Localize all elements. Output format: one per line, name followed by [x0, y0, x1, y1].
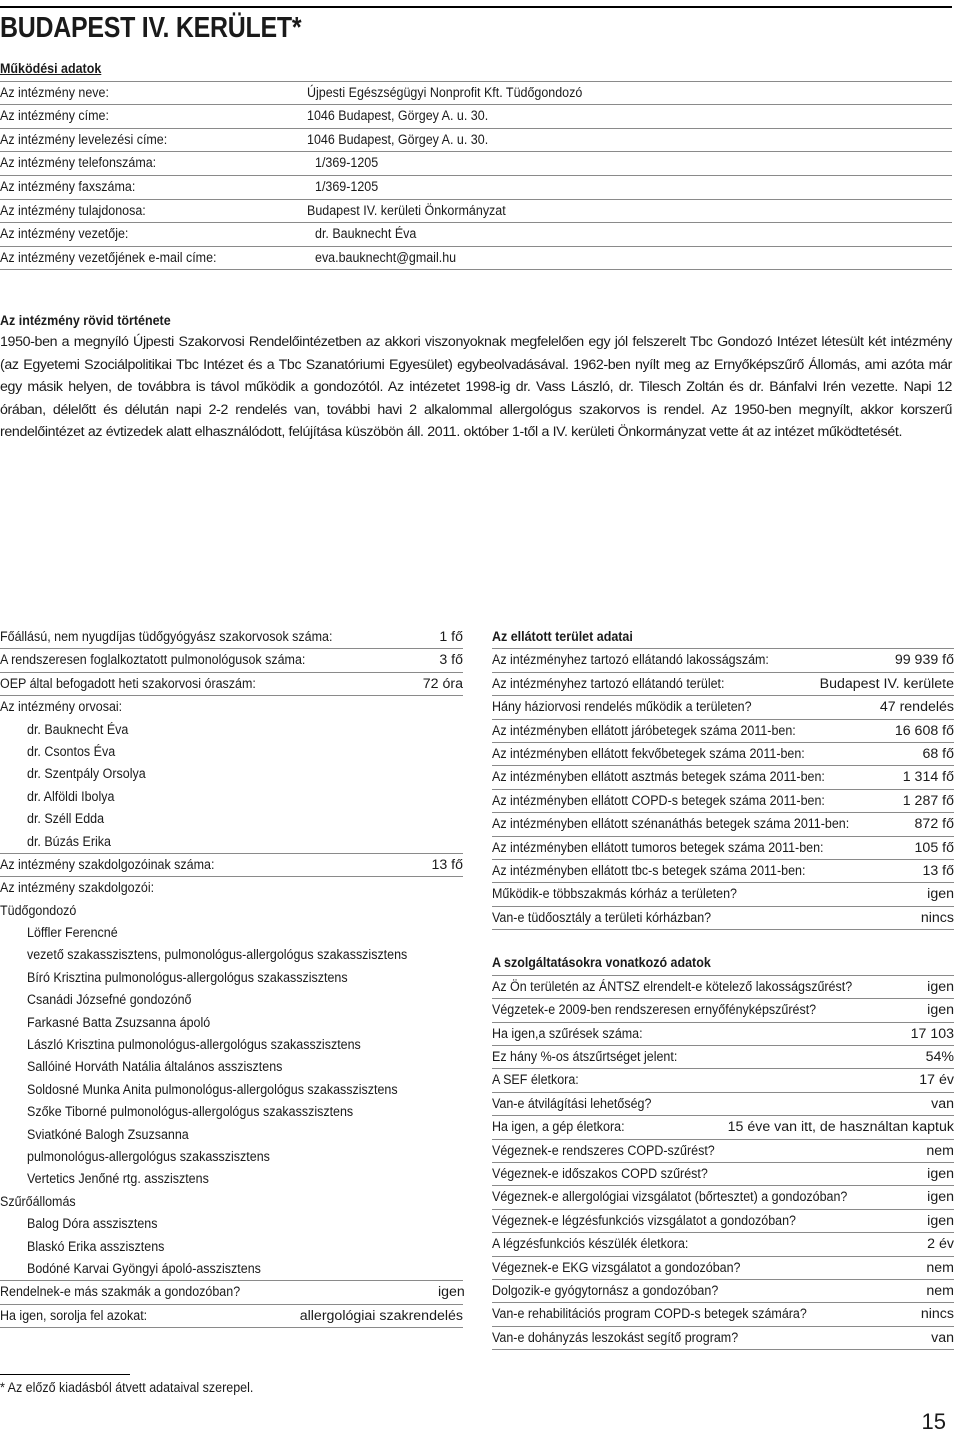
operational-data-section [0, 58, 952, 270]
services-row: Van-e rehabilitációs program COPD-s betegek számára? nincs [492, 1303, 954, 1326]
staff-item: Löffler Ferencné [27, 925, 118, 942]
doctor-item: dr. Búzás Erika [0, 831, 463, 854]
op-row-head-email: Az intézmény vezetőjének e-mail címe: eva.bauknecht@gmail.hu [0, 247, 952, 271]
services-row: Dolgozik-e gyógytornász a gondozóban? nem [492, 1280, 954, 1303]
staff-item: Farkasné Batta Zsuzsanna ápoló [27, 1014, 211, 1031]
op-row-fax: Az intézmény faxszáma: 1/369-1205 [0, 176, 952, 200]
page-title: BUDAPEST IV. KERÜLET* [0, 6, 952, 45]
area-and-services-section [492, 626, 954, 1350]
assistants-label: Az intézmény szakdolgozói: [0, 880, 155, 897]
area-row: Az intézményben ellátott tbc-s betegek száma 2011-ben: 13 fő [492, 860, 954, 883]
unit-label-tudogondozo: Tüdőgondozó [0, 902, 77, 919]
services-row: Végeznek-e időszakos COPD szűrést? igen [492, 1163, 954, 1186]
staff-item: László Krisztina pulmonológus-allergológus szakasszisztens [27, 1037, 361, 1054]
services-row: Végzetek-e 2009-ben rendszeresen ernyőfényképszűrést? igen [492, 999, 954, 1022]
area-row: Hány háziorvosi rendelés működik a területen? 47 rendelés [492, 696, 954, 719]
services-row: Ez hány %-os átszűrtséget jelent: 54% [492, 1046, 954, 1069]
area-row: Az intézményben ellátott szénanáthás betegek száma 2011-ben: 872 fő [492, 813, 954, 836]
staff-item: Csanádi Józsefné gondozónő [27, 992, 192, 1009]
staff-item: Sallóiné Horváth Natália általános asszisztens [27, 1059, 283, 1076]
staff-item: Bíró Krisztina pulmonológus-allergológus szakasszisztens [27, 969, 348, 986]
staff-item: vezető szakasszisztens, pulmonológus-allergológus szakasszisztens [27, 947, 408, 964]
services-row: Végeznek-e rendszeres COPD-szűrést? nem [492, 1140, 954, 1163]
section-gap [492, 930, 954, 952]
services-row: Ha igen, a gép életkora: 15 éve van itt, de használtan kaptuk [492, 1116, 954, 1139]
op-row-owner: Az intézmény tulajdonosa: Budapest IV. kerületi Önkormányzat [0, 200, 952, 224]
staff-item: Blaskó Erika asszisztens [27, 1238, 165, 1255]
services-row: Ha igen,a szűrések száma: 17 103 [492, 1023, 954, 1046]
other-specialties-list-row: Ha igen, sorolja fel azokat: allergológiai szakrendelés [0, 1305, 463, 1328]
history-text: 1950-ben a megnyíló Újpesti Szakorvosi Rendelőintézetben az akkori viszonyoknak megfelelően egy jól felszerelt Tbc Gondozó Intézet létesült két intézmény (az Egyetemi Szociálpolitikai Tbc Intézet és a Tbc Szanatóriumi Egyesület) egybeolvadásával. 1962-ben nyílt meg az Ernyőképszűrő Állomás, ami azóta már egy másik helyen, de továbbra is távol működik a gondozótól. Az intézetet 1998-ig dr. Vass László, dr. Tilesch Zoltán és dr. Bánfalvi Irén vezette. Napi 12 órában, délelőtt és délután napi 2-2 rendelés van, további havi 2 alkalommal allergológus szakorvos is rendel. Az 1950-ben megnyílt, akkor korszerű rendelőintézet az évtizedek alatt elhasználódott, felújítása küszöbön áll. 2011. október 1-től a IV. kerületi Önkormányzat vette át az intézet működtetését. [0, 334, 952, 441]
services-row: Végeznek-e EKG vizsgálatot a gondozóban? nem [492, 1257, 954, 1280]
staff-item: Bodóné Karvai Gyöngyi ápoló-asszisztens [0, 1258, 463, 1281]
op-row-phone: Az intézmény telefonszáma: 1/369-1205 [0, 152, 952, 176]
doctor-item: dr. Bauknecht Éva [27, 721, 129, 738]
op-row-head: Az intézmény vezetője: dr. Bauknecht Éva [0, 223, 952, 247]
services-row: Van-e dohányzás leszokást segítő program? van [492, 1327, 954, 1350]
other-specialties-row: Rendelnek-e más szakmák a gondozóban? igen [0, 1281, 463, 1304]
doctors-label: Az intézmény orvosai: [0, 699, 123, 716]
staff-item: Balog Dóra asszisztens [27, 1216, 158, 1233]
staff-row-hours: OEP által befogadott heti szakorvosi óraszám: 72 óra [0, 673, 463, 696]
staff-item: Soldosné Munka Anita pulmonológus-allergológus szakasszisztens [27, 1081, 398, 1098]
staff-item: Vertetics Jenőné rtg. asszisztens [27, 1171, 209, 1188]
services-row: A SEF életkora: 17 év [492, 1069, 954, 1092]
op-row-address: Az intézmény címe: 1046 Budapest, Görgey A. u. 30. [0, 105, 952, 129]
doctor-item: dr. Csontos Éva [27, 743, 116, 760]
area-row: Működik-e többszakmás kórház a területen? igen [492, 883, 954, 906]
operational-section-title: Működési adatok [0, 58, 952, 82]
services-section-title: A szolgáltatásokra vonatkozó adatok [492, 952, 954, 975]
doctor-item: dr. Alföldi Ibolya [27, 788, 115, 805]
services-row: Van-e átvilágítási lehetőség? van [492, 1093, 954, 1116]
services-row: Végeznek-e allergológiai vizsgálatot (bőrtesztet) a gondozóban? igen [492, 1186, 954, 1209]
doctor-item: dr. Széll Edda [27, 811, 105, 828]
services-row: Végeznek-e légzésfunkciós vizsgálatot a gondozóban? igen [492, 1210, 954, 1233]
staff-row-pulmonologists: A rendszeresen foglalkoztatott pulmonológusok száma: 3 fő [0, 649, 463, 672]
unit-label-szuroallomas: Szűrőállomás [0, 1193, 76, 1210]
services-row: Az Ön területén az ÁNTSZ elrendelt-e kötelező lakosságszűrést? igen [492, 976, 954, 999]
history-title: Az intézmény rövid története [0, 313, 171, 329]
doctor-item: dr. Szentpály Orsolya [27, 766, 146, 783]
footnote: * Az előző kiadásból átvett adataival szerepel. [0, 1380, 254, 1396]
area-row: Van-e tüdőosztály a területi kórházban? nincs [492, 907, 954, 930]
area-row: Az intézményben ellátott járóbetegek száma 2011-ben: 16 608 fő [492, 720, 954, 743]
area-row: Az intézményhez tartozó ellátandó lakosságszám: 99 939 fő [492, 649, 954, 672]
area-row: Az intézményben ellátott tumoros betegek száma 2011-ben: 105 fő [492, 837, 954, 860]
area-row: Az intézményben ellátott asztmás betegek száma 2011-ben: 1 314 fő [492, 766, 954, 789]
services-row: A légzésfunkciós készülék életkora: 2 év [492, 1233, 954, 1256]
page-number: 15 [921, 1409, 946, 1434]
staff-item: pulmonológus-allergológus szakasszisztens [27, 1148, 270, 1165]
op-row-mail-address: Az intézmény levelezési címe: 1046 Budapest, Görgey A. u. 30. [0, 129, 952, 153]
area-row: Az intézményhez tartozó ellátandó terület: Budapest IV. kerülete [492, 673, 954, 696]
op-row-name: Az intézmény neve: Újpesti Egészségügyi Nonprofit Kft. Tüdőgondozó [0, 82, 952, 106]
history-section [0, 313, 952, 444]
footnote-divider [0, 1374, 130, 1375]
area-row: Az intézményben ellátott fekvőbetegek száma 2011-ben: 68 fő [492, 743, 954, 766]
area-row: Az intézményben ellátott COPD-s betegek száma 2011-ben: 1 287 fő [492, 790, 954, 813]
staff-item: Sviatkóné Balogh Zsuzsanna [27, 1126, 189, 1143]
area-section-title: Az ellátott terület adatai [492, 626, 954, 649]
staff-row-assistants-count: Az intézmény szakdolgozóinak száma: 13 fő [0, 854, 463, 877]
staff-section [0, 626, 463, 1328]
staff-item: Szőke Tiborné pulmonológus-allergológus szakasszisztens [27, 1104, 354, 1121]
staff-row-specialists: Főállású, nem nyugdíjas tüdőgyógyász szakorvosok száma: 1 fő [0, 626, 463, 649]
